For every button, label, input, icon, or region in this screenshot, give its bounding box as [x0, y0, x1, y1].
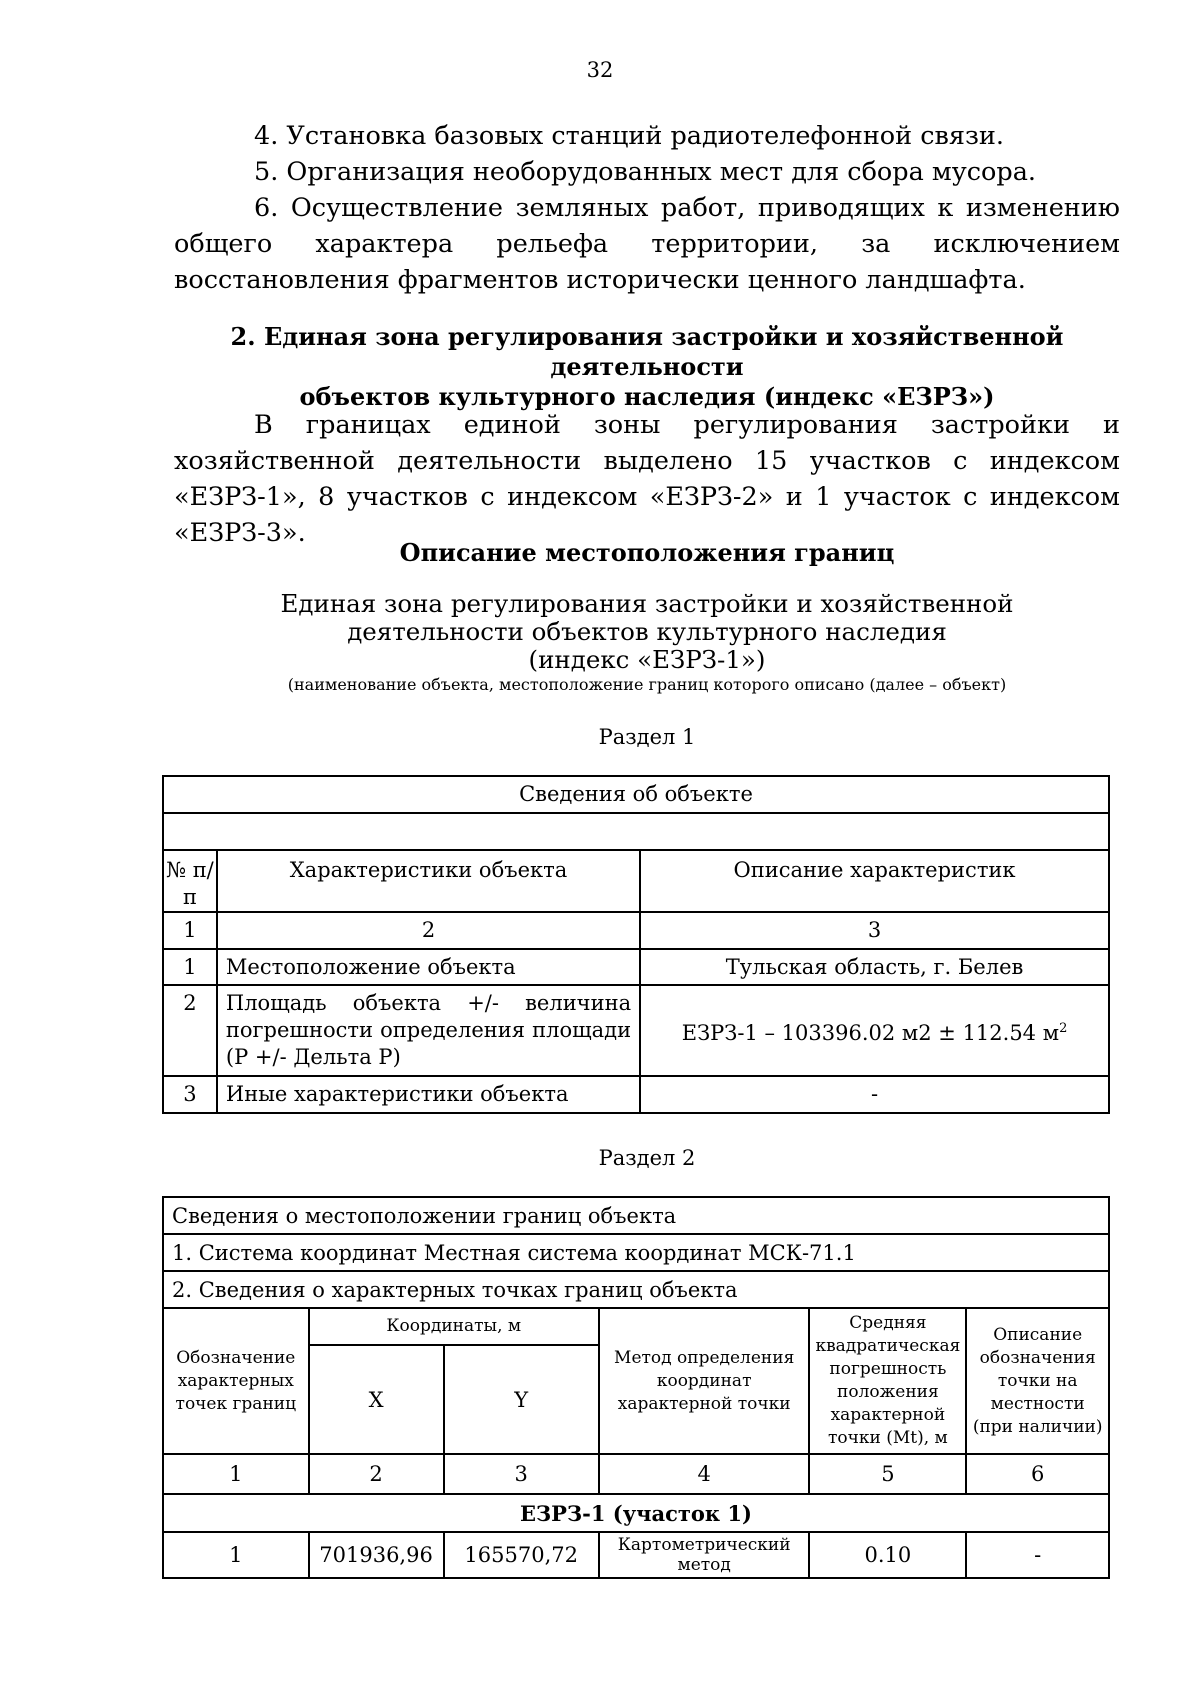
section-paragraph-block: [174, 407, 1120, 551]
object-title: [174, 590, 1120, 674]
points-info: 2. Сведения о характерных точках границ объекта: [163, 1271, 1109, 1308]
header-desc: Описание характеристик: [640, 850, 1109, 912]
row-char: Местоположение объекта: [217, 949, 640, 985]
row-desc-sup: 2: [1059, 1020, 1068, 1036]
header-coords: Координаты, м: [309, 1308, 599, 1345]
header-num: № п/п: [163, 850, 217, 912]
section-paragraph: В границах единой зоны регулирования застройки и хозяйственной деятельности выделено 15 участков с индексом «ЕЗРЗ-1», 8 участков с индексом «ЕЗРЗ-2» и 1 участок с индексом «ЕЗРЗ-3».: [174, 410, 1120, 548]
intro-item: 6. Осуществление земляных работ, приводящих к изменению общего характера рельефа территории, за исключением восстановления фрагментов исторически ценного ландшафта.: [174, 193, 1120, 295]
intro-item: 5. Организация необорудованных мест для сбора мусора.: [254, 157, 1037, 187]
header-row: [163, 850, 1109, 912]
point-x: 701936,96: [309, 1532, 444, 1578]
point-desc: -: [966, 1532, 1109, 1578]
col-number: 5: [809, 1454, 966, 1494]
row-num: 3: [163, 1076, 217, 1113]
col-number-row: [163, 1454, 1109, 1494]
point-method: Картометрический метод: [599, 1532, 810, 1578]
table-title: Сведения об объекте: [163, 776, 1109, 813]
intro-item: 4. Установка базовых станций радиотелефонной связи.: [254, 121, 1004, 151]
page-number: 32: [586, 58, 614, 82]
table-title-row: [163, 776, 1109, 813]
object-title-line2: деятельности объектов культурного наследия: [347, 617, 947, 646]
header-desc: Описание обозначения точки на местности (при наличии): [966, 1308, 1109, 1454]
coord-system: 1. Система координат Местная система координат МСК-71.1: [163, 1234, 1109, 1271]
object-title-line3: (индекс «ЕЗРЗ-1»): [528, 645, 766, 674]
table-row: [163, 949, 1109, 985]
row-desc: -: [640, 1076, 1109, 1113]
table-title-row: [163, 1197, 1109, 1234]
section-heading-line2: объектов культурного наследия (индекс «ЕЗРЗ»): [299, 382, 995, 411]
row-num: 1: [163, 949, 217, 985]
object-info-table: [162, 775, 1110, 1114]
empty-cell: [163, 813, 1109, 850]
col-number: 2: [217, 912, 640, 949]
section2-title: Раздел 2: [598, 1146, 696, 1170]
header-x: X: [309, 1345, 444, 1454]
row-char: Площадь объекта +/- величина погрешности определения площади (Р +/- Дельта Р): [217, 985, 640, 1076]
section1-title: Раздел 1: [598, 725, 696, 749]
table-title: Сведения о местоположении границ объекта: [163, 1197, 1109, 1234]
section-heading-line1: 2. Единая зона регулирования застройки и хозяйственной деятельности: [230, 322, 1064, 381]
col-number: 1: [163, 912, 217, 949]
col-number: 3: [640, 912, 1109, 949]
col-number: 6: [966, 1454, 1109, 1494]
row-num: 2: [163, 985, 217, 1076]
boundary-points-table: [162, 1196, 1110, 1579]
point-id: 1: [163, 1532, 309, 1578]
row-desc: Тульская область, г. Белев: [640, 949, 1109, 985]
section-heading: [174, 322, 1120, 412]
table-row: [163, 1076, 1109, 1113]
header-points: Обозначение характерных точек границ: [163, 1308, 309, 1454]
header-error: Средняя квадратическая погрешность положения характерной точки (Mt), м: [809, 1308, 966, 1454]
description-heading: Описание местоположения границ: [399, 538, 895, 567]
intro-list: [174, 118, 1120, 298]
col-number: 4: [599, 1454, 810, 1494]
point-y: 165570,72: [444, 1532, 599, 1578]
header-char: Характеристики объекта: [217, 850, 640, 912]
row-desc: ЕЗРЗ-1 – 103396.02 м2 ± 112.54 м: [681, 1020, 1060, 1045]
header-y: Y: [444, 1345, 599, 1454]
header-method: Метод определения координат характерной точки: [599, 1308, 810, 1454]
points-info-row: [163, 1271, 1109, 1308]
subsection-title: ЕЗРЗ-1 (участок 1): [163, 1494, 1109, 1532]
col-number: 2: [309, 1454, 444, 1494]
table-row: [163, 1532, 1109, 1578]
point-error: 0.10: [809, 1532, 966, 1578]
header-row: [163, 1308, 1109, 1345]
empty-row: [163, 813, 1109, 850]
row-desc-area: [640, 985, 1109, 1076]
object-title-line1: Единая зона регулирования застройки и хозяйственной: [280, 589, 1014, 618]
table-row: [163, 985, 1109, 1076]
row-char: Иные характеристики объекта: [217, 1076, 640, 1113]
subsection-row: [163, 1494, 1109, 1532]
coord-system-row: [163, 1234, 1109, 1271]
col-number: 1: [163, 1454, 309, 1494]
col-number: 3: [444, 1454, 599, 1494]
object-caption: (наименование объекта, местоположение границ которого описано (далее – объект): [287, 675, 1007, 694]
col-number-row: [163, 912, 1109, 949]
